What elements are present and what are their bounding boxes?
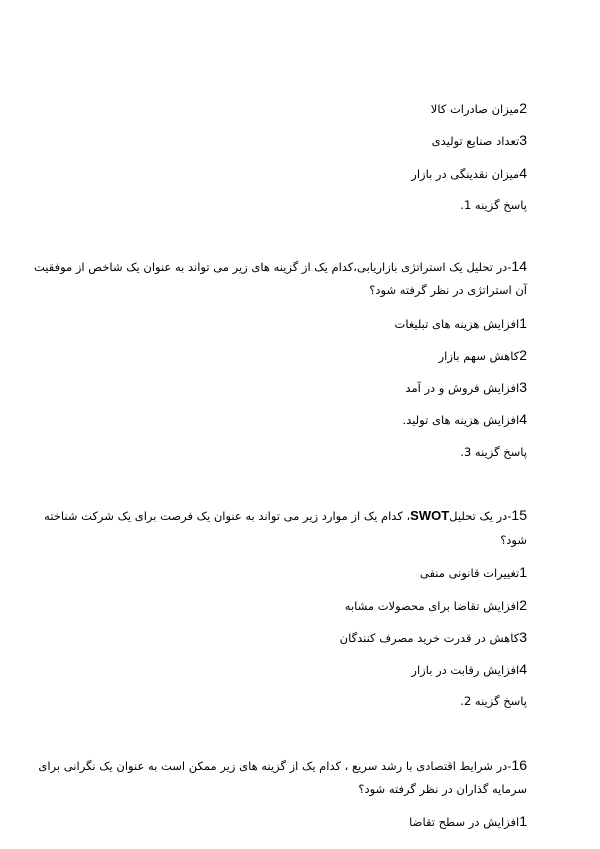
option-item bbox=[431, 99, 527, 118]
option-text: افزایش فروش و در آمد bbox=[405, 381, 520, 395]
option-text: افزایش رقابت در بازار bbox=[411, 663, 520, 677]
option-item bbox=[432, 131, 527, 150]
option-item bbox=[403, 410, 527, 429]
option-item bbox=[411, 164, 527, 183]
question-number: 14 bbox=[511, 258, 527, 274]
option-number: 4 bbox=[519, 661, 527, 677]
option-number: 2 bbox=[519, 347, 527, 363]
option-item bbox=[345, 596, 527, 615]
option-text: افزایش هزینه های تبلیغات bbox=[394, 317, 520, 331]
option-item bbox=[340, 628, 527, 647]
question-text: -در یک تحلیل bbox=[449, 509, 512, 523]
question-number: 16 bbox=[511, 757, 527, 773]
question-line: سرمایه گذاران در نظر گرفته شود؟ bbox=[358, 782, 527, 796]
option-item bbox=[409, 812, 527, 831]
option-number: 4 bbox=[519, 165, 527, 181]
question-text: -در تحلیل یک استراتژی بازاریابی،کدام یک از گزینه های زیر می تواند به عنوان یک شاخص از موفقیت bbox=[34, 260, 512, 274]
question-line bbox=[44, 506, 527, 525]
answer-text: پاسخ گزینه 1. bbox=[460, 198, 527, 212]
option-item bbox=[420, 563, 527, 582]
option-item bbox=[411, 660, 527, 679]
question-text: ، کدام یک از موارد زیر می تواند به عنوان یک فرصت برای یک شرکت شناخته bbox=[44, 509, 411, 523]
option-number: 2 bbox=[519, 100, 527, 116]
option-text: میزان صادرات کالا bbox=[430, 102, 520, 116]
swot-term: SWOT bbox=[410, 508, 450, 523]
option-text: افزایش در سطح تقاضا bbox=[409, 815, 520, 829]
option-number: 2 bbox=[519, 597, 527, 613]
option-number: 4 bbox=[519, 411, 527, 427]
option-text: افزایش هزینه های تولید. bbox=[402, 413, 520, 427]
option-number: 1 bbox=[519, 813, 527, 829]
option-text: کاهش در قدرت خرید مصرف کنندگان bbox=[339, 631, 520, 645]
question-text: -در شرایط اقتصادی با رشد سریع ، کدام یک از گزینه های زیر ممکن است به عنوان یک نگرانی برای bbox=[38, 759, 512, 773]
question-line: شود؟ bbox=[500, 533, 527, 547]
option-text: کاهش سهم بازار bbox=[438, 349, 520, 363]
question-line bbox=[34, 257, 527, 276]
question-line bbox=[38, 756, 527, 775]
option-text: میزان نقدینگی در بازار bbox=[411, 167, 520, 181]
option-number: 1 bbox=[519, 564, 527, 580]
answer-text: پاسخ گزینه 3. bbox=[460, 445, 527, 459]
option-item bbox=[405, 378, 527, 397]
option-number: 3 bbox=[519, 379, 527, 395]
option-number: 1 bbox=[519, 315, 527, 331]
option-text: افزایش تقاضا برای محصولات مشابه bbox=[344, 599, 520, 613]
option-item bbox=[395, 314, 528, 333]
question-line: آن استراتژی در نظر گرفته شود؟ bbox=[369, 283, 527, 297]
option-number: 3 bbox=[519, 132, 527, 148]
option-text: تعداد صنایع تولیدی bbox=[431, 134, 520, 148]
option-text: تغییرات قانونی منفی bbox=[419, 566, 520, 580]
option-item bbox=[439, 346, 527, 365]
answer-text: پاسخ گزینه 2. bbox=[460, 694, 527, 708]
question-number: 15 bbox=[511, 507, 527, 523]
option-number: 3 bbox=[519, 629, 527, 645]
